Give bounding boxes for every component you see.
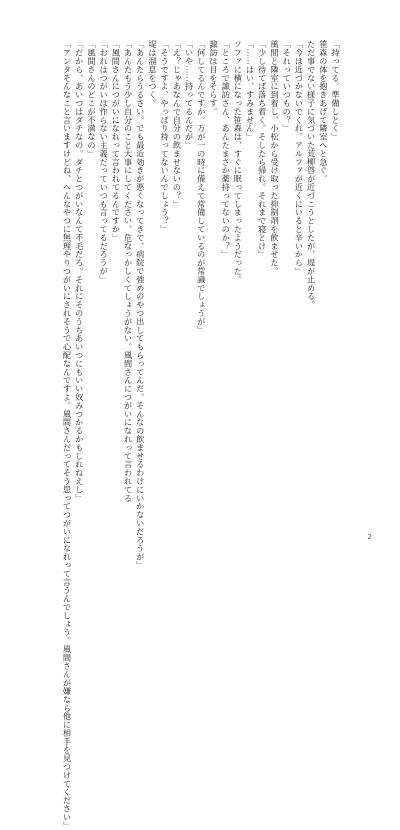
text-line: 「そうですよ、やっぱり持ってないんでしょう？」 bbox=[160, 40, 171, 234]
text-line: 諏訪は目をそらす。 bbox=[208, 40, 219, 116]
text-line: 「……はい、すみません」 bbox=[245, 40, 256, 141]
text-line: 「アンタそんなこと言いますけどね、へんなやつに無理やりつがいにされそうで心配なんですよ。風間さんだってそう思ってつがいになれって言うんでしょう。風間さんが嫌なら他に相手を見つけてください」 bbox=[62, 40, 73, 830]
text-line: 堤は溜息をつく。 bbox=[147, 40, 158, 108]
text-line: ソファに横になった笹森は、すぐに眠ってしまったようだった。 bbox=[233, 40, 244, 284]
page-number: 2 bbox=[367, 533, 372, 541]
vertical-text-block bbox=[61, 40, 342, 830]
text-line: ただ事でない様子に気づいた荒柳啓が近づこうとしたが、堤が止める。 bbox=[306, 40, 317, 309]
text-line: 「あんたもう少し自分のこと大事にしてください。危なっかしくてしょうがない。風間さんにつがいになれって言われてる bbox=[123, 40, 134, 502]
text-line: 「持ってる。準備しとく」 bbox=[331, 40, 341, 141]
text-line: 「あんたらうるさい。でも最近効きが悪くなってきて、病院で強めのやつ出してもらってんだ。そんなの飲ませるわけにいかないだろうが」 bbox=[135, 40, 146, 570]
text-line: 「だから、あいつはダチなの。ダチとつがいなんて不毛だろ。それにそのうちあいつにもいい奴みつかるかもしれねえし」 bbox=[74, 40, 85, 502]
text-line: 「今は近づかないでくれ。アルファが近くにいると辛いから」 bbox=[294, 40, 305, 276]
text-line: 「少し待てば落ち着く。そしたら帰れ。それまで寝とけ」 bbox=[257, 40, 268, 259]
text-line: 「それっていつもの？」 bbox=[282, 40, 293, 133]
text-line: 風間と隣室に到着し、小松から受け取った抑制剤を飲ませた。 bbox=[269, 40, 280, 276]
text-line: 「いや……持ってるんだが」 bbox=[184, 40, 195, 150]
text-line: 「風間さんのどこが不満なの」 bbox=[86, 40, 97, 158]
text-line: 「ところで諏訪さん、あんたまさか薬持ってないのか？」 bbox=[221, 40, 232, 259]
text-line: 「おれはつがいは作らない主義だっていつも言ってるだろうが」 bbox=[99, 40, 110, 284]
text-line: 「え？じゃあなんで自分の飲ませないの？」 bbox=[172, 40, 183, 208]
text-line: 笹森の体を抱きあげて隣室へと急ぐ。 bbox=[318, 40, 329, 183]
text-line: 「風間さんにつがいになれって言われてるんですか」 bbox=[111, 40, 122, 242]
text-line: 「何してるんですか。万が一の時に備えて常備しているのが常識でしょうが」 bbox=[196, 40, 207, 334]
